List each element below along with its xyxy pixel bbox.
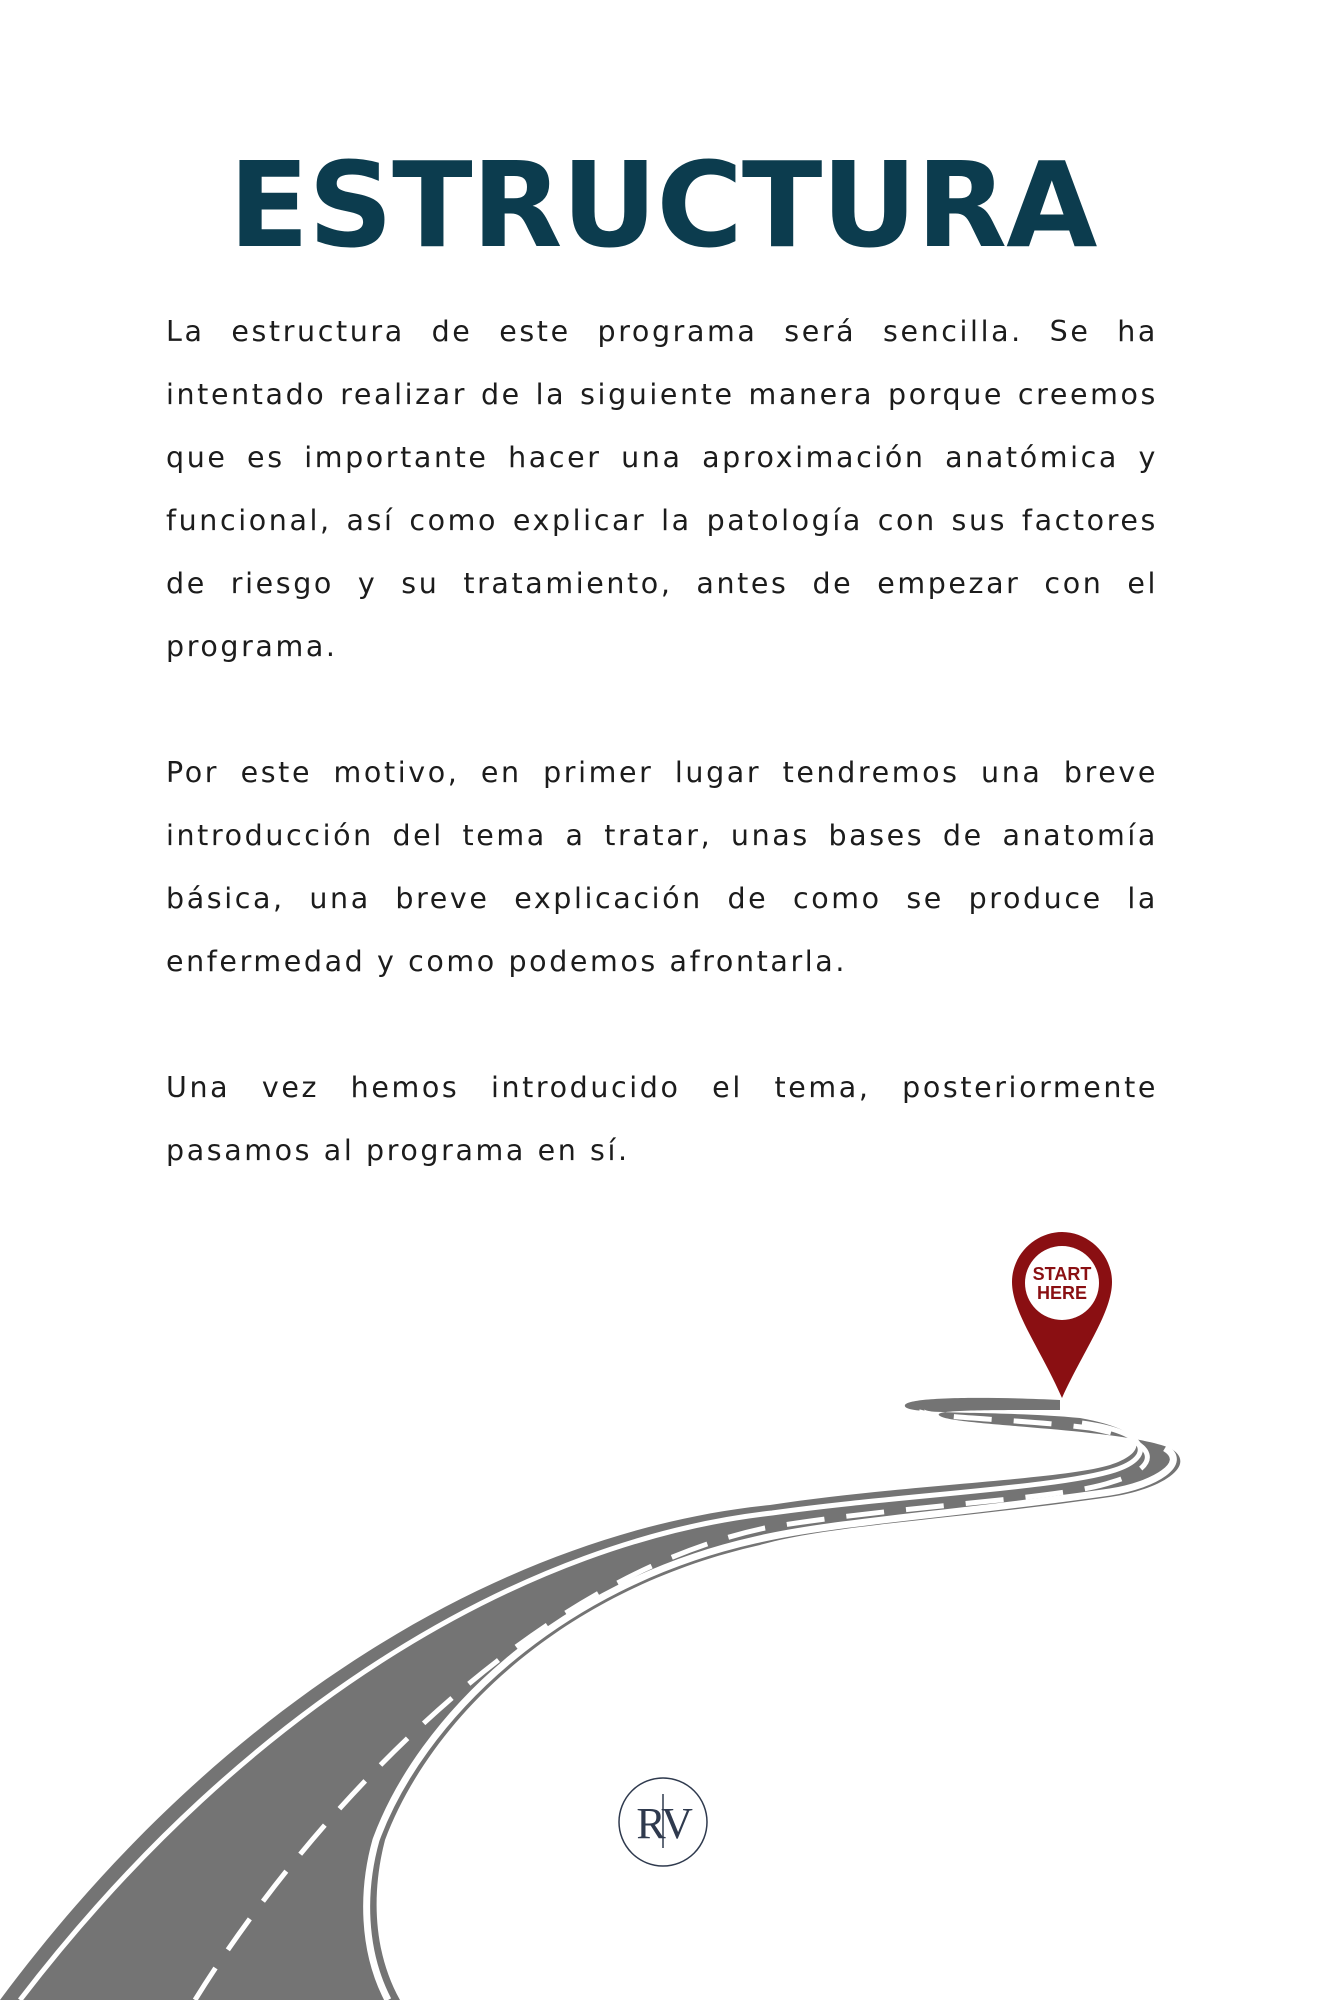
pin-label-here: HERE xyxy=(1036,1283,1088,1303)
start-here-pin xyxy=(1012,1232,1112,1398)
paragraph-3: Una vez hemos introducido el tema, posteriormente pasamos al programa en sí. xyxy=(166,1071,1158,1167)
logo-letter-v: V xyxy=(661,1799,693,1848)
road xyxy=(0,1398,1180,2000)
body-text xyxy=(166,300,1158,1245)
rv-logo xyxy=(619,1778,707,1866)
pin-label-start: START xyxy=(1032,1264,1092,1284)
logo-letter-r: R xyxy=(636,1799,666,1848)
paragraph-2: Por este motivo, en primer lugar tendremos una breve introducción del tema a tratar, unas bases de anatomía básica, una breve explicación de como se produce la enfermedad y como podemos afrontarla. xyxy=(166,756,1158,978)
road-illustration xyxy=(0,1220,1325,2000)
page-title: ESTRUCTURA xyxy=(228,136,1097,274)
paragraph-1: La estructura de este programa será sencilla. Se ha intentado realizar de la siguiente manera porque creemos que es importante hacer una aproximación anatómica y funcional, así como explicar la patología con sus factores de riesgo y su tratamiento, antes de empezar con el programa. xyxy=(166,315,1158,663)
